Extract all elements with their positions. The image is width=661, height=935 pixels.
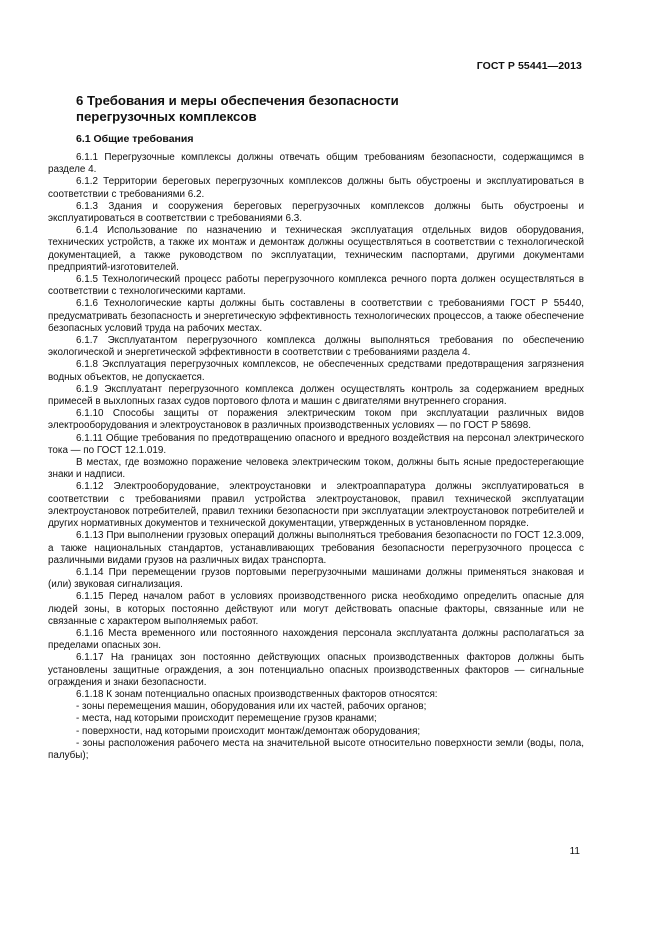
list-item: - зоны перемещения машин, оборудования или их частей, рабочих органов;: [76, 701, 427, 713]
paragraph-6-1-9: 6.1.9 Эксплуатант перегрузочного комплекса должен осуществлять контроль за содержанием вредных примесей в выхлопных газах судов портового флота и машин с двигателями внутреннего сгорания.: [48, 383, 584, 408]
list-item: - места, над которыми происходит перемещение грузов кранами;: [76, 713, 377, 725]
paragraph-6-1-6: 6.1.6 Технологические карты должны быть составлены в соответствии с требованиями ГОСТ Р 55440, предусматривать безопасность и энергетическую эффективность технологических процессов, а также обеспечение безопасных условий труда на рабочих местах.: [48, 298, 584, 334]
paragraph-6-1-17: 6.1.17 На границах зон постоянно действующих опасных производственных факторов должны быть установлены защитные ограждения, а зон потенциально опасных производственных факторов — сигнальные ограждения и знаки безопасности.: [48, 652, 584, 688]
page-number: 11: [569, 846, 580, 857]
paragraph-6-1-15: 6.1.15 Перед началом работ в условиях производственного риска необходимо определить опасные для людей зоны, в которых постоянно действуют или могут действовать опасные факторы, связанные или не связанные с характером выполняемых работ.: [48, 591, 584, 627]
paragraph-6-1-1: 6.1.1 Перегрузочные комплексы должны отвечать общим требованиям безопасности, содержащимся в разделе 4.: [48, 152, 584, 176]
paragraph-6-1-5: 6.1.5 Технологический процесс работы перегрузочного комплекса речного порта должен осуществляться в соответствии с технологическими картами.: [48, 274, 584, 298]
paragraph-6-1-13: 6.1.13 При выполнении грузовых операций должны выполняться требования безопасности по ГОСТ 12.3.009, а также национальных стандартов, устанавливающих требования безопасности перегрузочного процесса с различными видами грузов на различных видах транспорта.: [48, 530, 584, 566]
paragraph-6-1-8: 6.1.8 Эксплуатация перегрузочных комплексов, не обеспеченных средствами предотвращения загрязнения водных объектов, не допускается.: [48, 359, 584, 383]
paragraph-6-1-16: 6.1.16 Места временного или постоянного нахождения персонала эксплуатанта должны располагаться за пределами опасных зон.: [48, 627, 584, 652]
section-title-line-2: перегрузочных комплексов: [76, 109, 257, 124]
paragraph-6-1-4: 6.1.4 Использование по назначению и техническая эксплуатация отдельных видов оборудования, технических устройств, а также их монтаж и демонтаж должны осуществляться в соответствии с технологической документацией, а также руководством по эксплуатации, техническим паспортами, другими документами предприятий-изготовителей.: [48, 225, 584, 273]
document-body: [48, 152, 584, 762]
paragraph-warning-signs: В местах, где возможно поражение человека электрическим током, должны быть ясные предостерегающие знаки и надписи.: [48, 457, 584, 481]
paragraph-6-1-3: 6.1.3 Здания и сооружения береговых перегрузочных комплексов должны быть обустроены и эксплуатироваться в соответствии с требованиями 6.3.: [48, 200, 584, 225]
document-id-header: ГОСТ Р 55441—2013: [476, 60, 582, 72]
subsection-title: 6.1 Общие требования: [76, 133, 194, 145]
paragraph-6-1-11: 6.1.11 Общие требования по предотвращению опасного и вредного воздействия на персонал электрического тока — по ГОСТ 12.1.019.: [48, 432, 584, 456]
paragraph-6-1-10: 6.1.10 Способы защиты от поражения электрическим током при эксплуатации различных видов электрооборудования и электроустановок в различных производственных условиях — по ГОСТ Р 58698.: [48, 408, 584, 432]
paragraph-6-1-7: 6.1.7 Эксплуатантом перегрузочного комплекса должны выполняться требования по обеспечению экологической и энергетической эффективности в соответствии с требованиями раздела 4.: [48, 335, 584, 359]
paragraph-6-1-12: 6.1.12 Электрооборудование, электроустановки и электроаппаратура должны эксплуатироваться в соответствии с требованиями правил устройства электроустановок, правил технической эксплуатации электроустановок потребителей, правил техники безопасности при эксплуатации электроустановок потребителей и других нормативных документов и технической документации, утвержденных в установленном порядке.: [48, 481, 584, 530]
section-title-line-1: 6 Требования и меры обеспечения безопасности: [76, 93, 399, 108]
list-item: - поверхности, над которыми происходит монтаж/демонтаж оборудования;: [76, 725, 421, 737]
section-title: [76, 93, 556, 125]
list-item: - зоны расположения рабочего места на значительной высоте относительно поверхности земли (воды, пола, палубы);: [48, 737, 584, 761]
paragraph-6-1-14: 6.1.14 При перемещении грузов портовыми перегрузочными машинами должны применяться знаковая и (или) звуковая сигнализация.: [48, 566, 584, 591]
paragraph-6-1-2: 6.1.2 Территории береговых перегрузочных комплексов должны быть обустроены и эксплуатироваться в соответствии с требованиями 6.2.: [48, 176, 584, 200]
paragraph-6-1-18: 6.1.18 К зонам потенциально опасных производственных факторов относятся:: [76, 688, 438, 700]
